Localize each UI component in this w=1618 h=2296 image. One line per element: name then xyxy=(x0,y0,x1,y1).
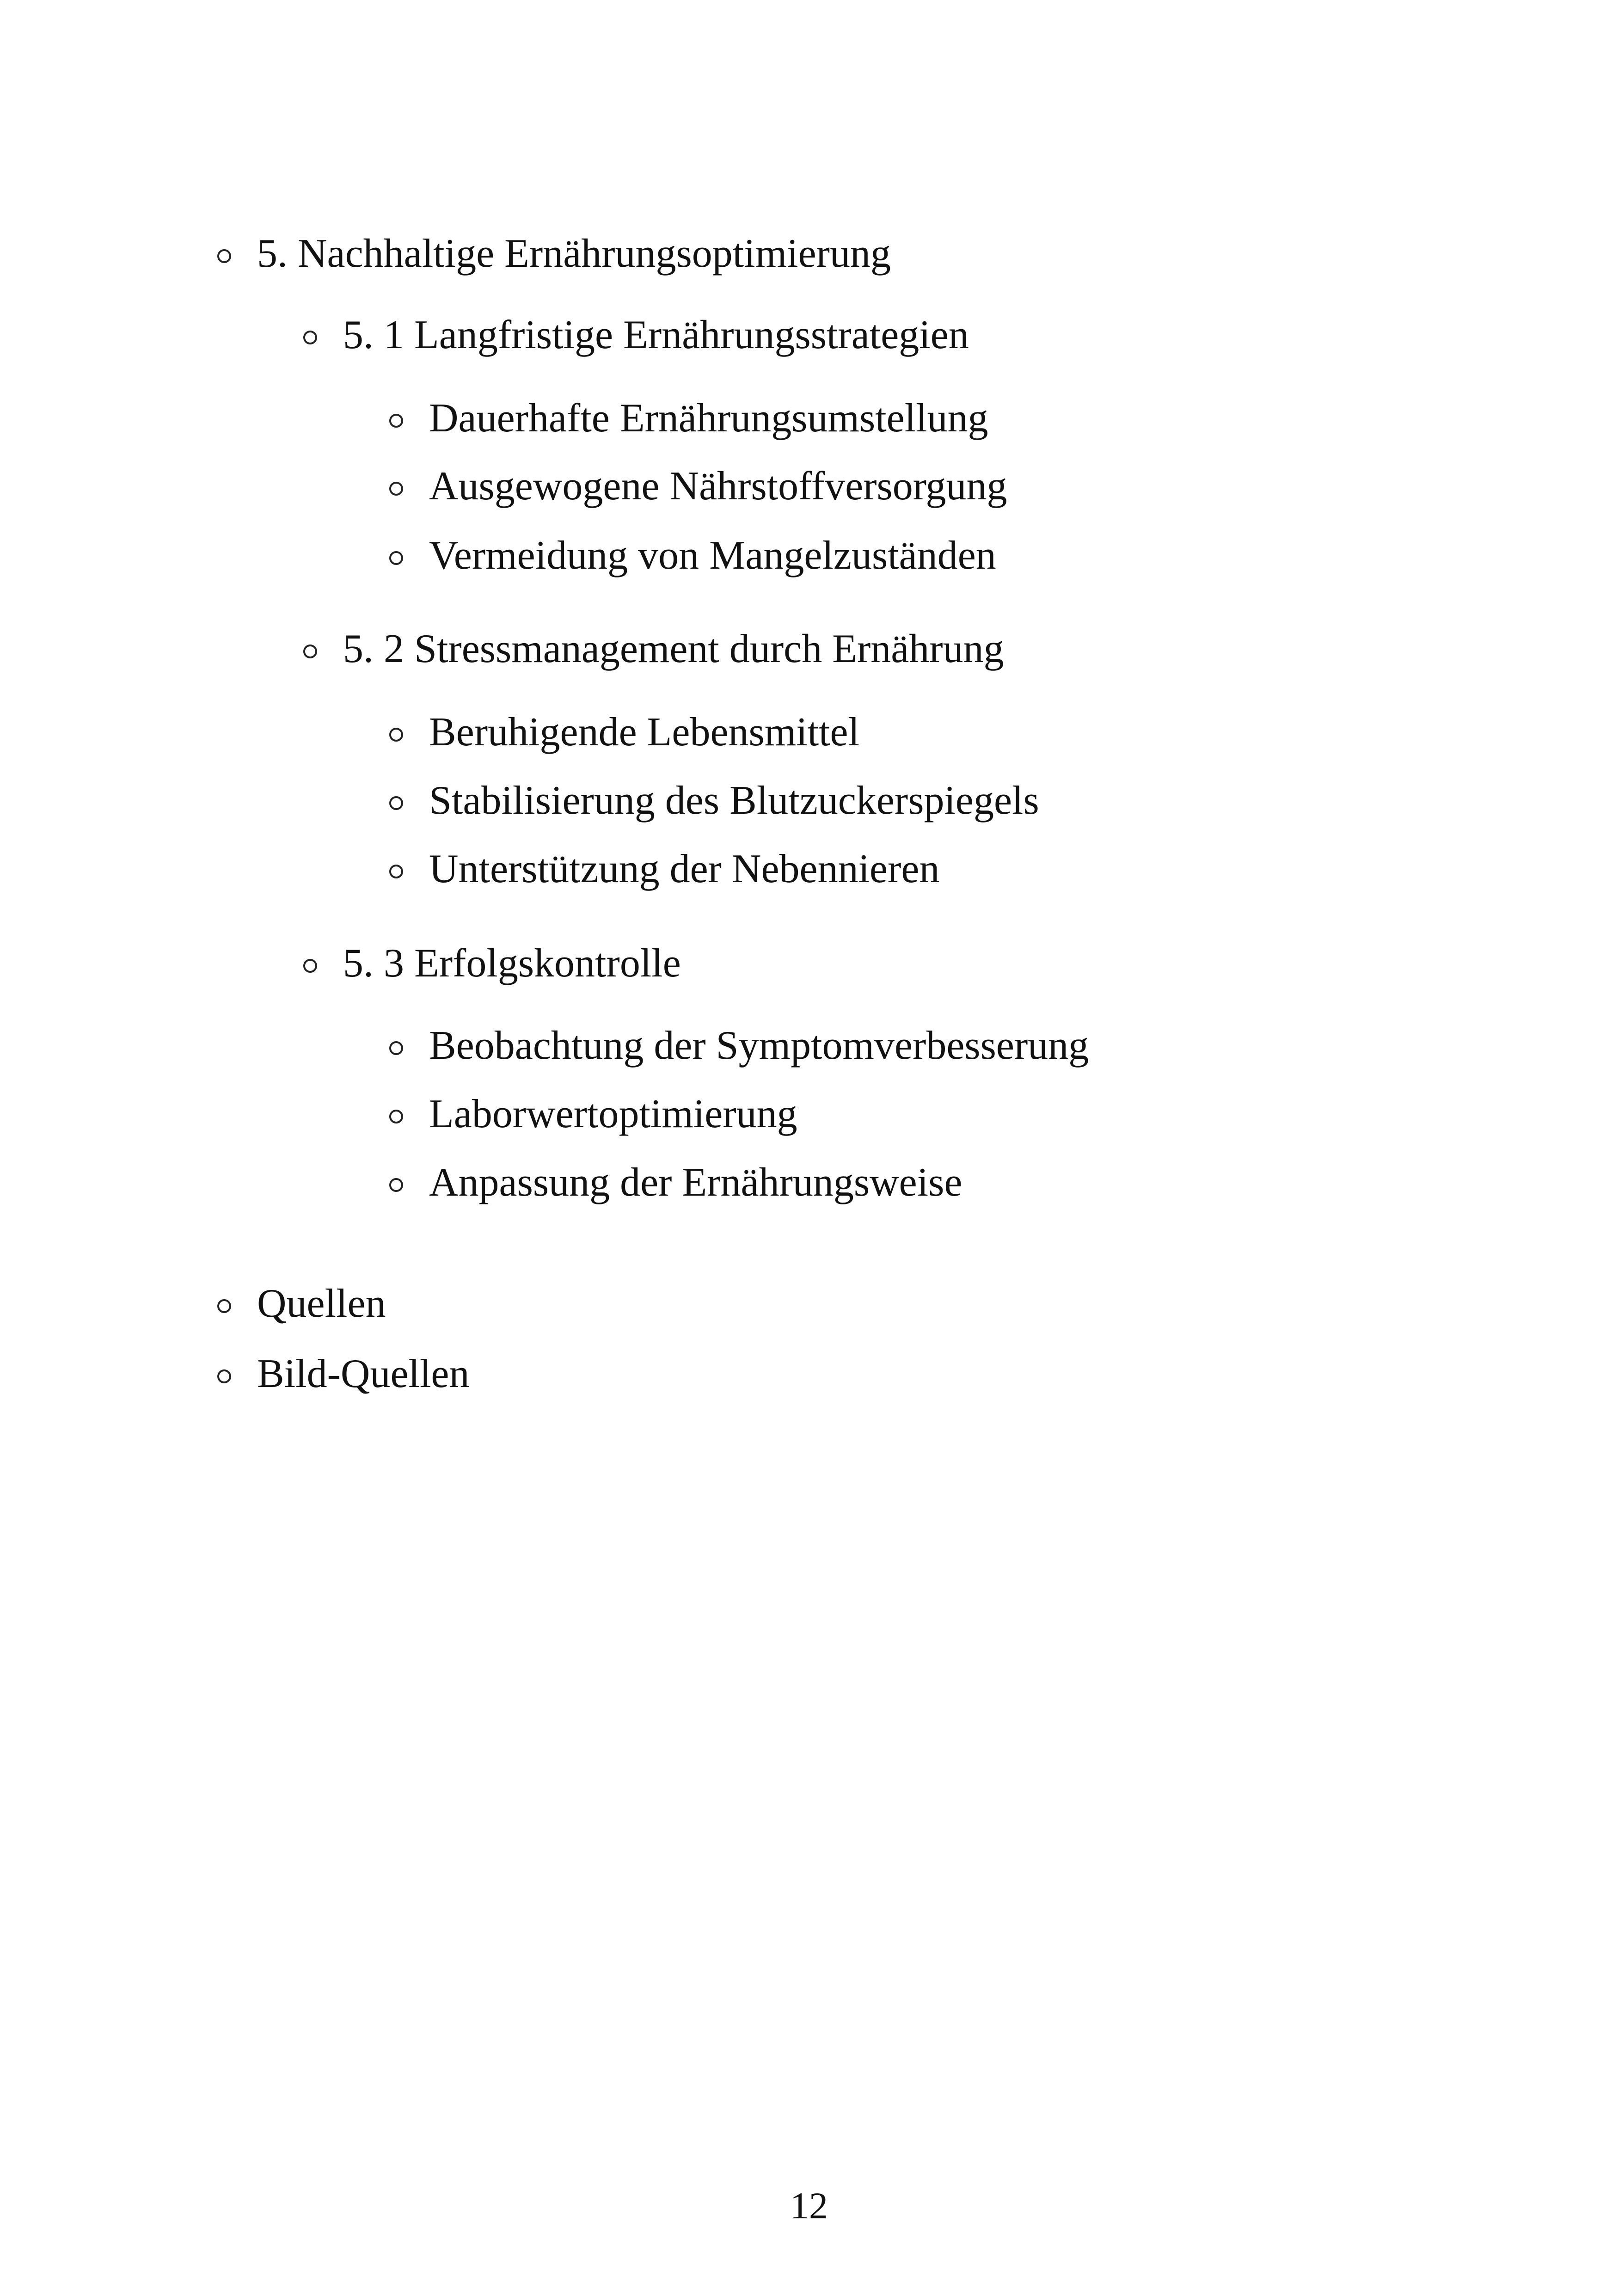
toc-section-label: 5. 2 Stressmanagement durch Ernährung xyxy=(343,626,1004,671)
toc-section-label: 5. 1 Langfristige Ernährungsstrategien xyxy=(343,313,969,357)
bullet-icon xyxy=(217,249,231,263)
bullet-icon xyxy=(303,645,317,658)
bullet-icon xyxy=(217,1369,231,1383)
toc-item-label: Beruhigende Lebensmittel xyxy=(429,710,860,755)
toc-chapter-label: 5. Nachhaltige Ernährungsoptimierung xyxy=(257,231,891,276)
bullet-icon xyxy=(389,414,403,428)
bullet-icon xyxy=(217,1299,231,1313)
bullet-icon xyxy=(303,959,317,973)
bullet-icon xyxy=(389,1041,403,1055)
toc-item-label: Ausgewogene Nährstoffversorgung xyxy=(429,464,1007,509)
bullet-icon xyxy=(389,551,403,565)
page-number: 12 xyxy=(790,2185,828,2227)
bullet-icon xyxy=(303,331,317,344)
toc-item-label: Dauerhafte Ernährungsumstellung xyxy=(429,396,988,441)
toc-item-label: Laborwertoptimierung xyxy=(429,1092,797,1136)
bullet-icon xyxy=(389,728,403,742)
toc-item-label: Vermeidung von Mangelzuständen xyxy=(429,533,996,578)
bullet-icon xyxy=(389,482,403,496)
toc-item-label: Unterstützung der Nebennieren xyxy=(429,847,940,891)
toc-trailing-label: Bild-Quellen xyxy=(257,1351,470,1396)
toc-item-label: Beobachtung der Symptomverbesserung xyxy=(429,1023,1089,1068)
bullet-icon xyxy=(389,1178,403,1192)
bullet-icon xyxy=(389,865,403,878)
toc-item-label: Stabilisierung des Blutzuckerspiegels xyxy=(429,778,1039,823)
bullet-icon xyxy=(389,1110,403,1123)
toc-section-label: 5. 3 Erfolgskontrolle xyxy=(343,941,681,986)
toc-trailing-label: Quellen xyxy=(257,1281,386,1326)
toc-item-label: Anpassung der Ernährungsweise xyxy=(429,1160,962,1205)
bullet-icon xyxy=(389,796,403,810)
